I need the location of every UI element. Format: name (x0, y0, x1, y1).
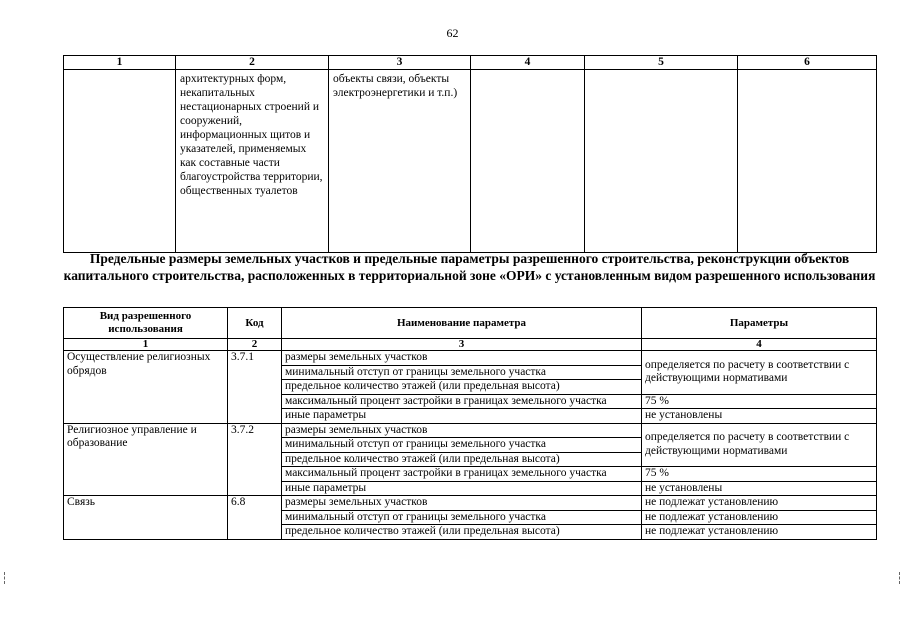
top-cell-4 (471, 70, 585, 253)
param-name: максимальный процент застройки в границах земельного участка (282, 394, 642, 409)
param-name: предельное количество этажей (или предельная высота) (282, 452, 642, 467)
top-col-1: 1 (64, 56, 176, 70)
param-value: не подлежат установлению (642, 496, 877, 511)
header-row (64, 308, 877, 339)
use-name: Осуществление религиозных обрядов (64, 351, 228, 424)
parameters-table (63, 307, 877, 540)
top-col-3: 3 (329, 56, 471, 70)
param-value: не установлены (642, 481, 877, 496)
top-table-row (64, 70, 877, 253)
top-col-5: 5 (585, 56, 738, 70)
use-code: 3.7.2 (228, 423, 282, 496)
param-value: 75 % (642, 394, 877, 409)
number-1: 1 (64, 339, 228, 351)
param-name: минимальный отступ от границы земельного участка (282, 510, 642, 525)
param-name: иные параметры (282, 409, 642, 424)
number-4: 4 (642, 339, 877, 351)
top-table (63, 55, 877, 253)
param-name: размеры земельных участков (282, 351, 642, 366)
page-number: 62 (446, 26, 459, 40)
header-params: Параметры (642, 308, 877, 339)
header-use: Вид разрешенного использования (64, 308, 228, 339)
param-value: не подлежат установлению (642, 510, 877, 525)
param-value: определяется по расчету в соответствии с действующими нормативами (642, 351, 877, 395)
param-name: размеры земельных участков (282, 496, 642, 511)
number-3: 3 (282, 339, 642, 351)
param-name: максимальный процент застройки в границах земельного участка (282, 467, 642, 482)
crop-mark-left (4, 572, 6, 584)
number-2: 2 (228, 339, 282, 351)
top-table-header-row (64, 56, 877, 70)
param-name: иные параметры (282, 481, 642, 496)
use-name: Религиозное управление и образование (64, 423, 228, 496)
param-name: предельное количество этажей (или предельная высота) (282, 525, 642, 540)
top-col-4: 4 (471, 56, 585, 70)
param-name: размеры земельных участков (282, 423, 642, 438)
section-title: Предельные размеры земельных участков и предельные параметры разрешенного строительства, реконструкции объектов капитального строительства, расположенных в территориальной зоне «ОРИ» с установленным видом разрешенного использования (63, 251, 876, 283)
param-value: не установлены (642, 409, 877, 424)
table-row (64, 423, 877, 438)
use-code: 6.8 (228, 496, 282, 540)
top-cell-5 (585, 70, 738, 253)
top-cell-6 (738, 70, 877, 253)
param-name: предельное количество этажей (или предельная высота) (282, 380, 642, 395)
top-col-2: 2 (176, 56, 329, 70)
top-cell-2: архитектурных форм, некапитальных нестационарных строений и сооружений, информационных щитов и указателей, применяемых как составные части благоустройства территории, общественных туалетов (176, 70, 329, 253)
param-name: минимальный отступ от границы земельного участка (282, 365, 642, 380)
number-row (64, 339, 877, 351)
header-param-name: Наименование параметра (282, 308, 642, 339)
header-code: Код (228, 308, 282, 339)
param-value: 75 % (642, 467, 877, 482)
top-cell-1 (64, 70, 176, 253)
use-code: 3.7.1 (228, 351, 282, 424)
param-value: не подлежат установлению (642, 525, 877, 540)
crop-mark-right (899, 572, 901, 584)
param-name: минимальный отступ от границы земельного участка (282, 438, 642, 453)
param-value: определяется по расчету в соответствии с действующими нормативами (642, 423, 877, 467)
top-cell-3: объекты связи, объекты электроэнергетики и т.п.) (329, 70, 471, 253)
use-name: Связь (64, 496, 228, 540)
table-row (64, 496, 877, 511)
top-col-6: 6 (738, 56, 877, 70)
table-row (64, 351, 877, 366)
